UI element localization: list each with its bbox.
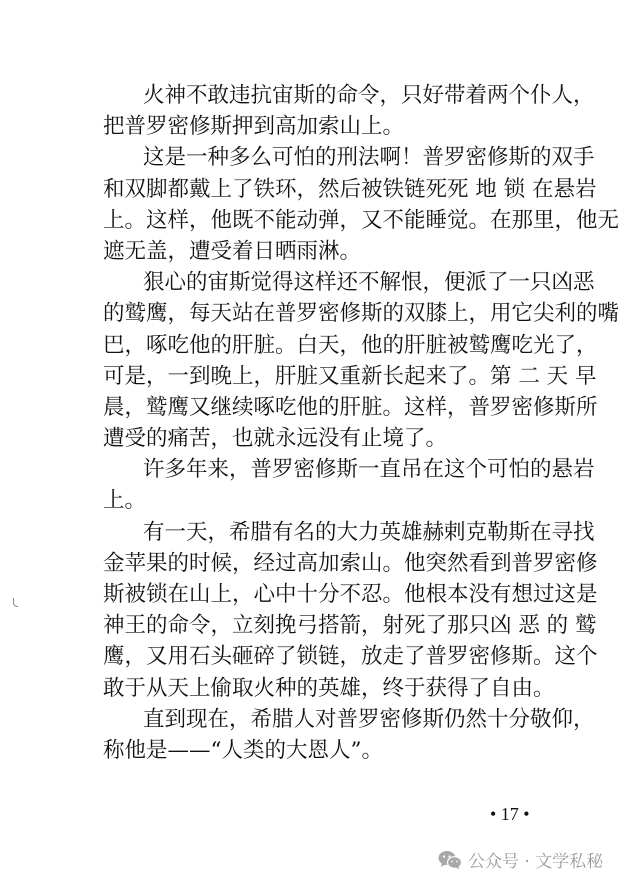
text-line: 火神不敢违抗宙斯的命令，只好带着两个仆人，: [143, 83, 595, 108]
page-number: • 17 •: [490, 804, 530, 824]
text-line: 和双脚都戴上了铁环，然后被铁链死死 地 锁 在悬岩: [103, 176, 597, 202]
body-text: [103, 80, 620, 766]
text-line: 敢于从天上偷取火种的英雄，终于获得了自由。: [103, 675, 555, 701]
text-line: 斯被锁在山上，心中十分不忍。他根本没有想过这是: [103, 582, 598, 607]
scan-mark: [13, 598, 18, 607]
text-line: 狠心的宙斯觉得这样还不解恨，便派了一只凶恶: [143, 270, 595, 296]
text-line: 遮无盖，遭受着日晒雨淋。: [103, 238, 362, 264]
text-line: 的鹫鹰，每天站在普罗密修斯的双膝上，用它尖利的嘴: [103, 301, 620, 327]
wechat-icon: [438, 850, 462, 870]
text-line: 遭受的痛苦，也就永远没有止境了。: [103, 426, 448, 452]
text-line: 可是，一到晚上，肝脏又重新长起来了。第 二 天 早: [103, 363, 597, 389]
text-line: 直到现在，希腊人对普罗密修斯仍然十分敬仰，: [143, 706, 595, 732]
text-line: 上。: [103, 488, 147, 514]
text-line: 上。这样，他既不能动弹，又不能睡觉。在那里，他无: [103, 207, 620, 233]
text-line: 金苹果的时候，经过高加索山。他突然看到普罗密修: [103, 550, 598, 576]
text-line: 晨，鹫鹰又继续啄吃他的肝脏。这样，普罗密修斯所: [103, 394, 598, 420]
text-line: 把普罗密修斯押到高加索山上。: [103, 114, 405, 140]
watermark: [438, 847, 603, 872]
text-line: 许多年来，普罗密修斯一直吊在这个可怕的悬岩: [143, 457, 595, 483]
watermark-text: 公众号 · 文学私秘: [468, 852, 604, 872]
text-line: 神王的命令，立刻挽弓搭箭，射死了那只凶 恶 的 鹫: [103, 613, 597, 639]
text-line: 有一天，希腊有名的大力英雄赫剌克勒斯在寻找: [143, 519, 595, 545]
text-line: 巴，啄吃他的肝脏。白天，他的肝脏被鹫鹰吃光了，: [103, 332, 598, 358]
text-line: 称他是——“人类的大恩人”。: [103, 737, 383, 763]
text-line: 这是一种多么可怕的刑法啊！普罗密修斯的双手: [143, 145, 595, 171]
text-line: 鹰，又用石头砸碎了锁链，放走了普罗密修斯。这个: [103, 644, 598, 670]
